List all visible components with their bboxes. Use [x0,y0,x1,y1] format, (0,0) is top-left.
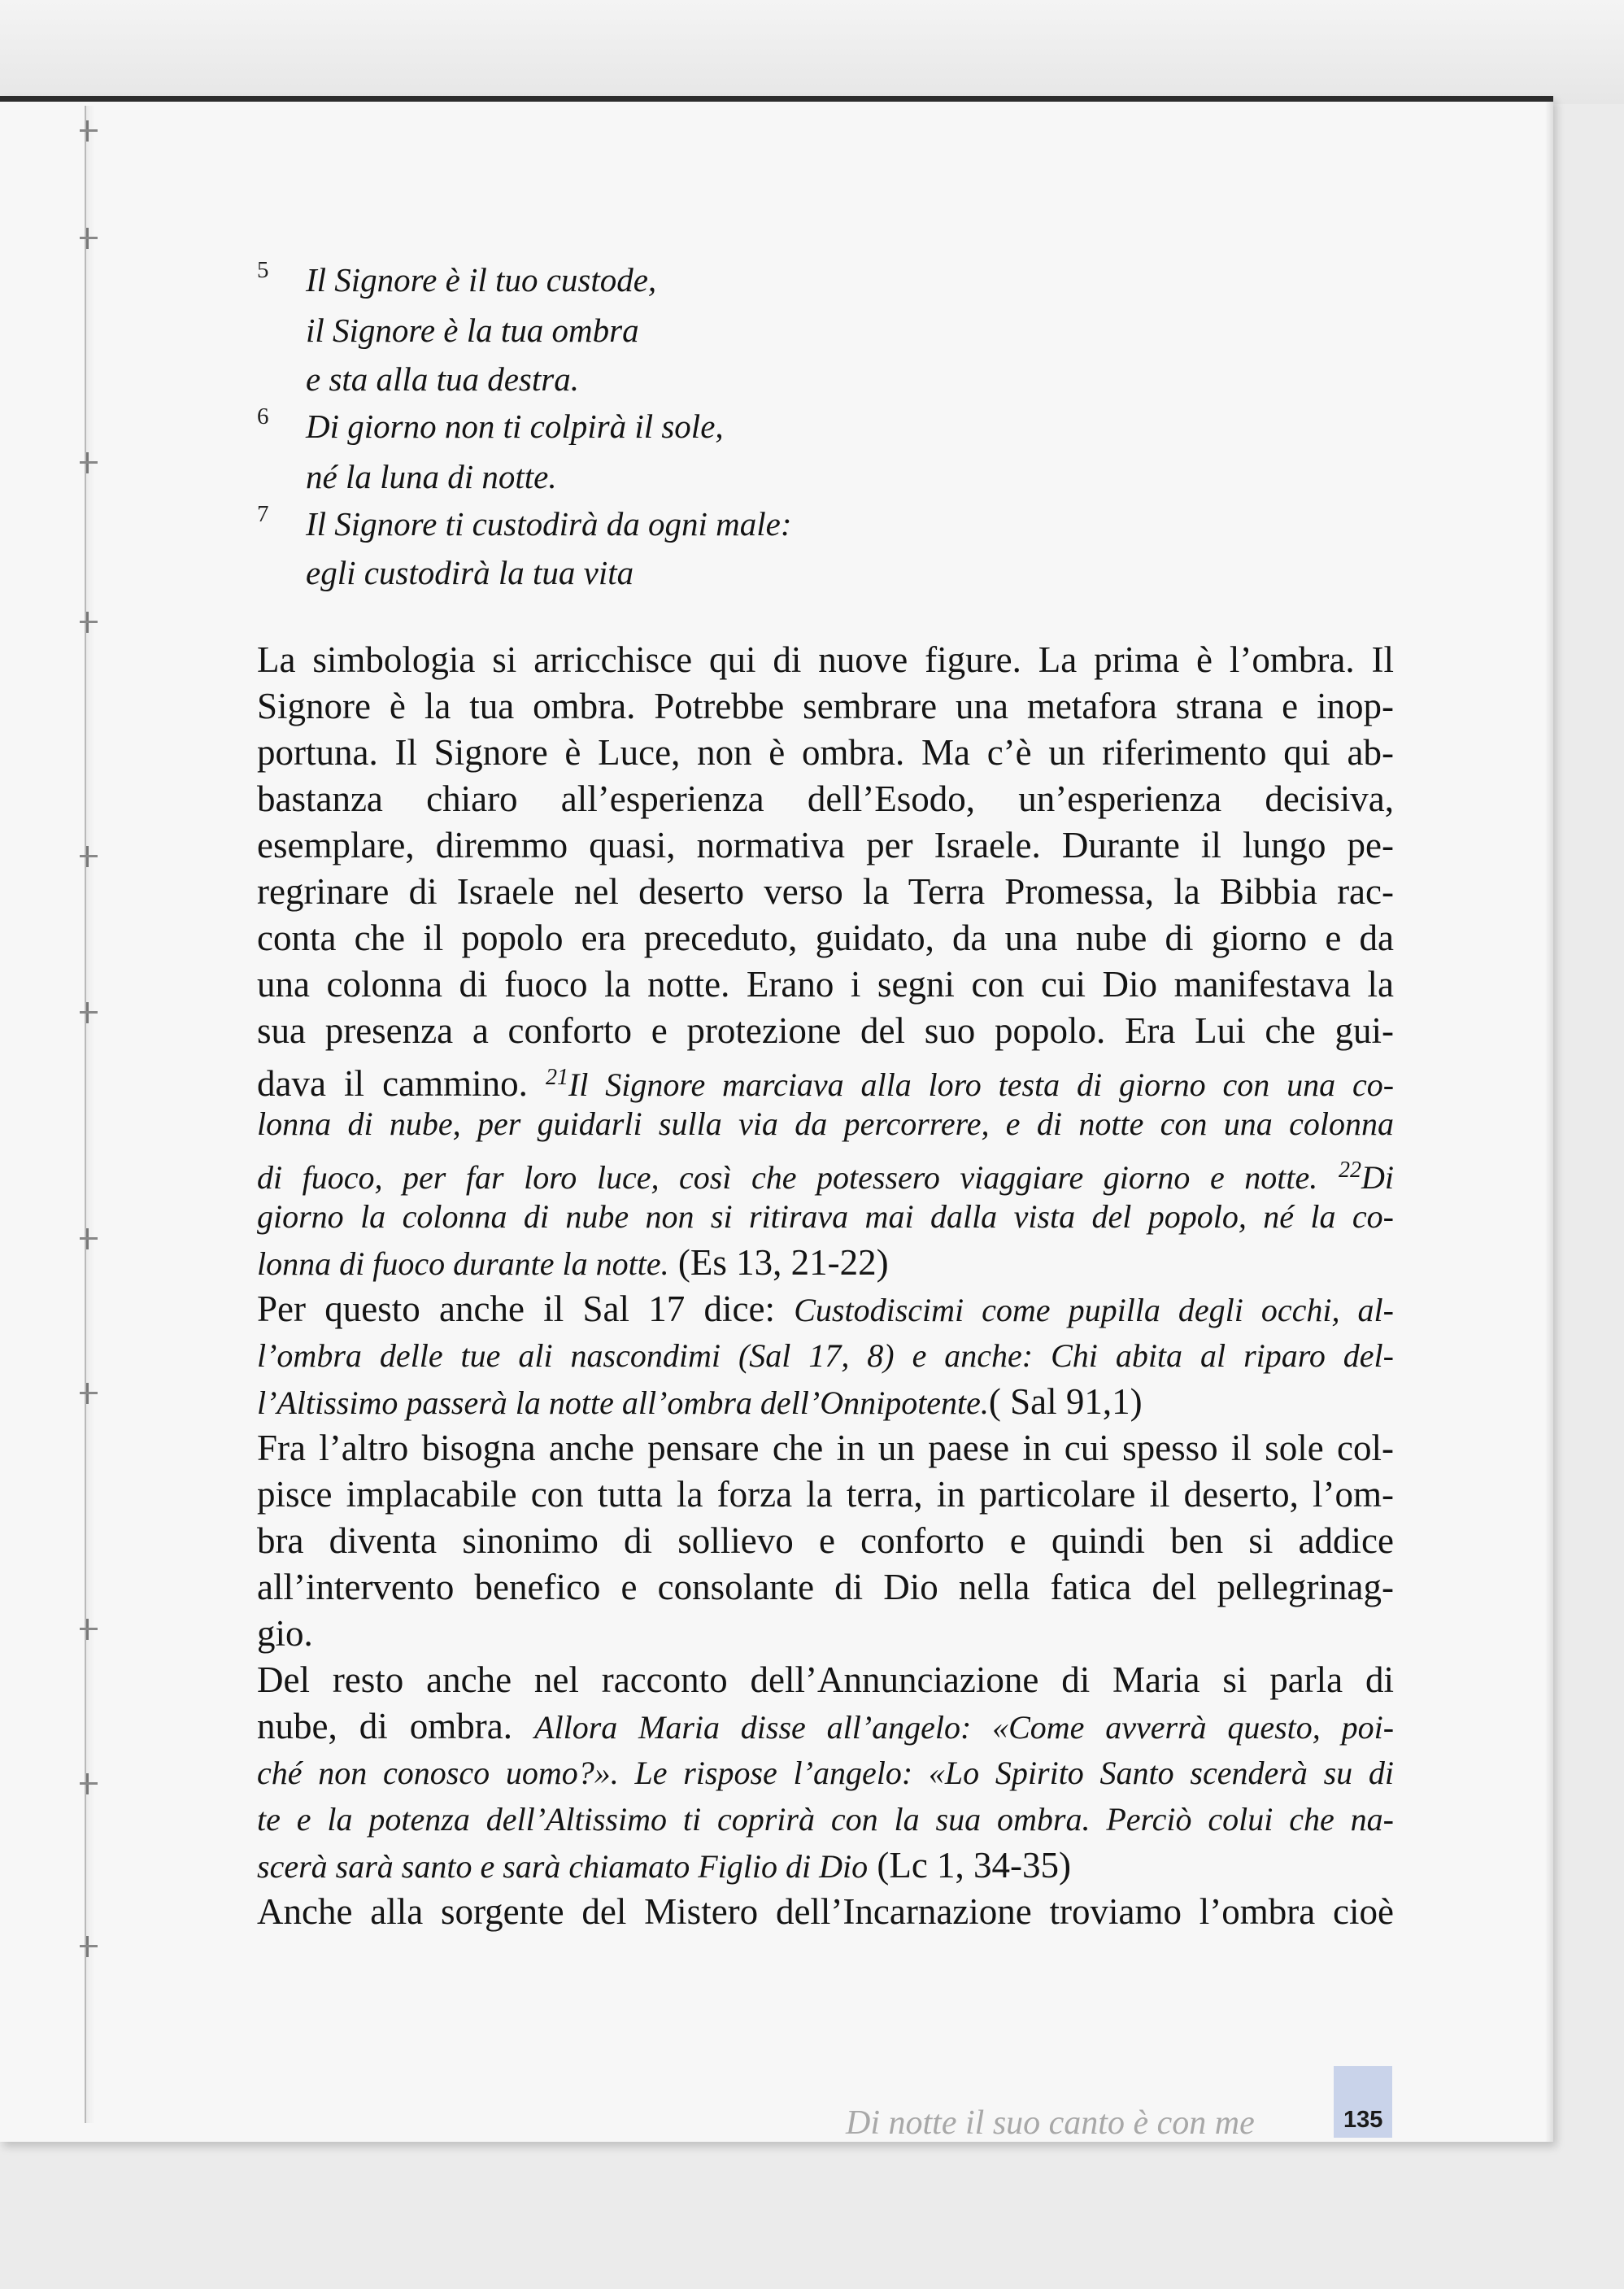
text-line: Anche alla sorgente del Mistero dell’Incarnazione troviamo l’ombra cioè [257,1891,1394,1932]
text-run: Per questo anche il Sal 17 dice: [257,1288,775,1329]
binding-stitch [80,228,98,249]
text-line: esemplare, diremmo quasi, normativa per Israele. Durante il lungo pe- [257,825,1394,865]
text-line: Fra l’altro bisogna anche pensare che in un paese in cui spesso il sole col- [257,1428,1394,1468]
text-line: Del resto anche nel racconto dell’Annunciazione di Maria si parla di [257,1659,1394,1700]
quote-run: di fuoco, per far loro luce, così che potessero viaggiare giorno e notte. [257,1159,1318,1196]
text-line [257,1703,1394,1750]
page-number: 135 [1343,2107,1383,2133]
poem-line: e sta alla tua destra. [306,360,579,398]
quote-line: ché non conosco uomo?». Le rispose l’angelo: «Lo Spirito Santo scenderà su di [257,1755,1394,1791]
book-gutter [85,106,94,2123]
text-line: regrinare di Israele nel deserto verso la Terra Promessa, la Bibbia rac- [257,871,1394,912]
quote-line: l’ombra delle tue ali nascondimi (Sal 17, 8) e anche: Chi abita al riparo del- [257,1337,1394,1374]
text-line [257,1240,1394,1286]
text-line [257,1842,1394,1889]
quote-line: giorno la colonna di nube non si ritirava mai dalla vista del popolo, né la co- [257,1198,1394,1235]
citation: (Lc 1, 34-35) [877,1845,1072,1886]
quote-run: scerà sarà santo e sarà chiamato Figlio di Dio [257,1848,869,1885]
quote-line: te e la potenza dell’Altissimo ti coprirà con la sua ombra. Perciò colui che na- [257,1801,1394,1838]
poem-line: Il Signore è il tuo custode, [306,261,657,299]
binding-stitch [80,120,98,142]
text-line [257,1054,1395,1104]
quote-run: lonna di fuoco durante la notte. [257,1245,669,1282]
verse-number: 7 [257,501,269,527]
quote-run: Di [1361,1159,1395,1196]
poem-line: Il Signore ti custodirà da ogni male: [306,505,792,543]
text-line: sua presenza a conforto e protezione del suo popolo. Era Lui che gui- [257,1010,1394,1051]
text-line: portuna. Il Signore è Luce, non è ombra. Ma c’è un riferimento qui ab- [257,732,1394,773]
text-line: conta che il popolo era preceduto, guidato, da una nube di giorno e da [257,918,1394,958]
quote-run: Il Signore marciava alla loro testa di giorno con una co- [568,1066,1395,1103]
quote-run: l’Altissimo passerà la notte all’ombra dell’Onnipotente. [257,1384,989,1421]
text-line [257,1379,1394,1425]
text-line: pisce implacabile con tutta la forza la terra, in particolare il deserto, l’om- [257,1474,1394,1515]
text-line [257,1286,1394,1332]
text-line [257,1147,1395,1196]
binding-stitch [80,452,98,473]
text-line: Signore è la tua ombra. Potrebbe sembrare una metafora strana e inop- [257,686,1394,726]
poem-line: né la luna di notte. [306,458,557,495]
text-line: all’intervento benefico e consolante di Dio nella fatica del pellegrinag- [257,1567,1394,1607]
binding-stitch [80,846,98,867]
text-run: dava il cammino. [257,1063,528,1104]
text-run: nube, di ombra. [257,1706,512,1746]
citation: (Es 13, 21-22) [677,1242,889,1283]
poem-line: il Signore è la tua ombra [306,312,639,349]
citation: ( Sal 91,1) [988,1381,1143,1422]
text-line: gio. [257,1613,313,1654]
poem-line: egli custodirà la tua vita [306,554,634,591]
binding-stitch [80,612,98,633]
verse-number: 6 [257,403,269,429]
text-line: bra diventa sinonimo di sollievo e conforto e quindi ben si addice [257,1520,1394,1561]
binding-stitch [80,1619,98,1640]
text-line: bastanza chiaro all’esperienza dell’Esodo, un’esperienza decisiva, [257,778,1394,819]
text-line: una colonna di fuoco la notte. Erano i segni con cui Dio manifestava la [257,964,1394,1005]
verse-superscript: 21 [545,1065,568,1090]
binding-stitch [80,1936,98,1957]
text-line: La simbologia si arricchisce qui di nuove figure. La prima è l’ombra. Il [257,639,1394,680]
binding-stitch [80,1383,98,1404]
quote-line: lonna di nube, per guidarli sulla via da percorrere, e di notte con una colonna [257,1105,1394,1142]
binding-stitch [80,1773,98,1794]
binding-stitch [80,1228,98,1249]
verse-number: 5 [257,257,269,283]
verse-superscript: 22 [1339,1158,1362,1183]
poem-line: Di giorno non ti colpirà il sole, [306,408,724,445]
quote-run: Allora Maria disse all’angelo: «Come avverrà questo, poi- [534,1709,1395,1746]
scan-background [0,0,1624,104]
running-footer-title: Di notte il suo canto è con me [846,2104,1255,2142]
quote-run: Custodiscimi come pupilla degli occhi, al- [794,1292,1394,1328]
binding-stitch [80,1002,98,1023]
body-text [257,637,1394,1935]
